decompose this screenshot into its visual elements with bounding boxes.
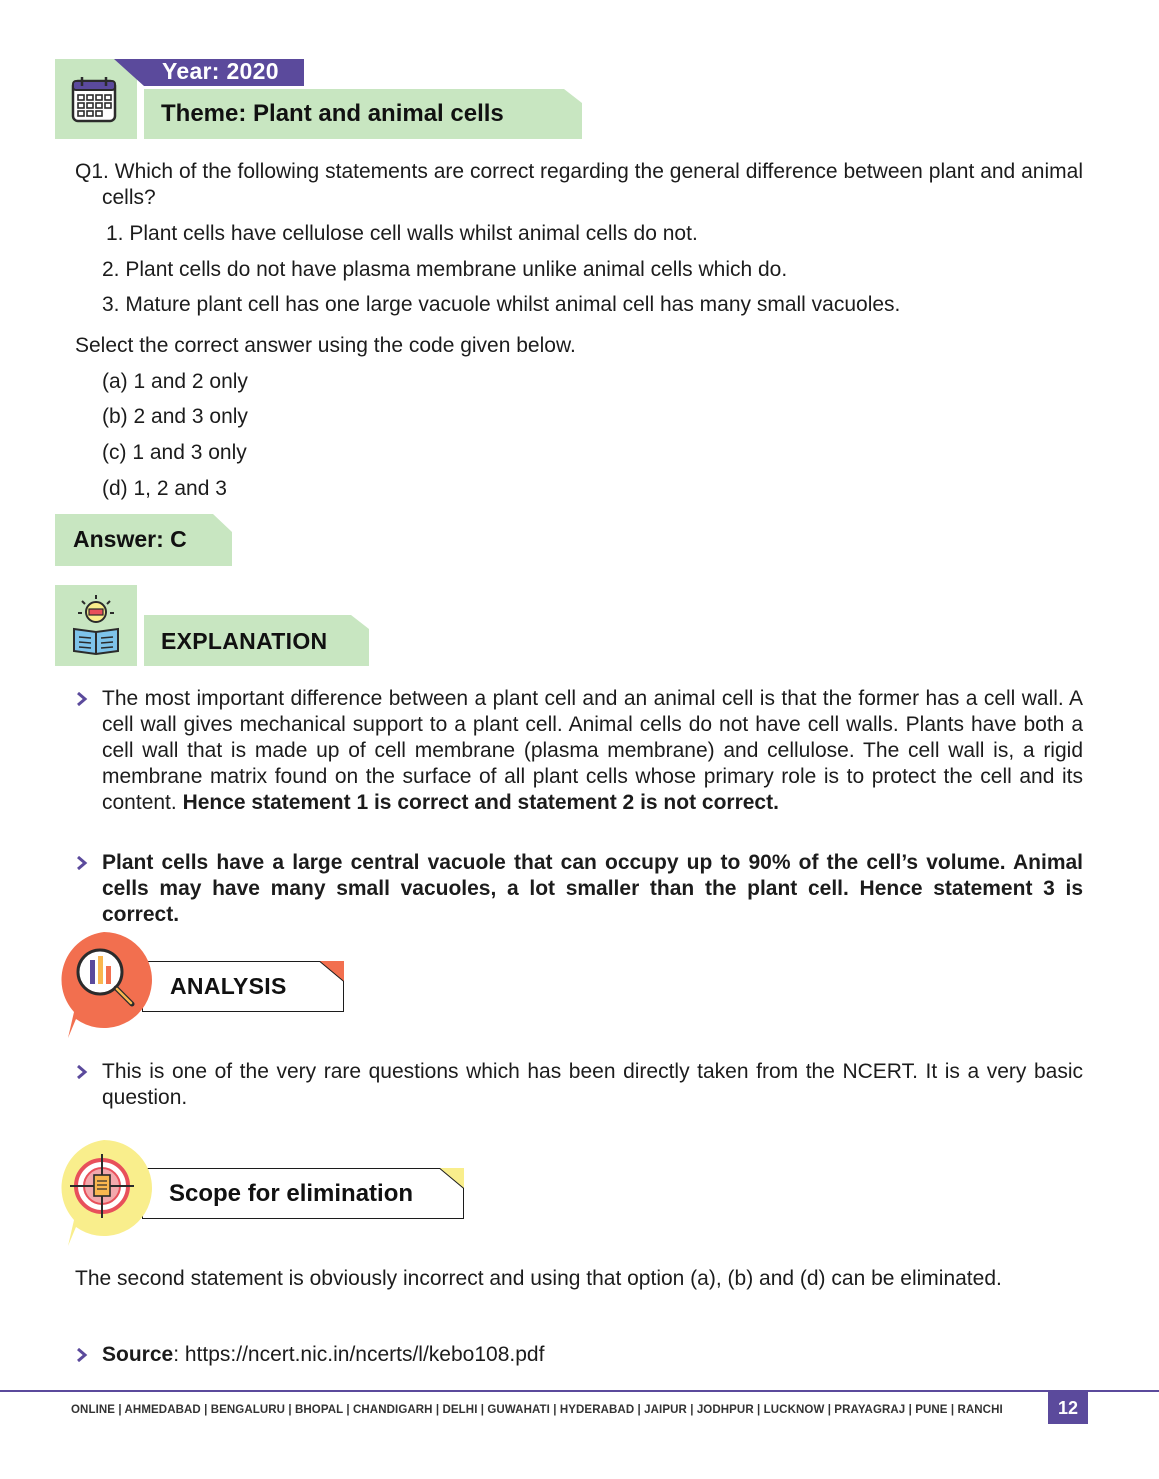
option-b: (b) 2 and 3 only [102,405,248,428]
statement-3: 3. Mature plant cell has one large vacuole whilst animal cell has many small vacuoles. [102,293,901,316]
analysis-chart-magnifier-icon [54,930,154,1040]
explanation-point-1-conclusion: Hence statement 1 is correct and statement 2 is not correct. [182,791,779,814]
target-document-icon [54,1138,154,1248]
statement-2: 2. Plant cells do not have plasma membrane unlike animal cells which do. [102,258,788,281]
elimination-text: The second statement is obviously incorrect and using that option (a), (b) and (d) can be eliminated. [75,1267,1002,1290]
scope-heading: Scope for elimination [169,1180,414,1207]
lightbulb-book-icon [55,585,137,666]
chevron-right-icon [75,692,89,706]
option-a: (a) 1 and 2 only [102,370,248,393]
option-d: (d) 1, 2 and 3 [102,477,227,500]
explanation-point-1-text: The most important difference between a plant cell and an animal cell is that the former has a cell wall. A cell wall gives mechanical support to a plant cell. Animal cells do not have cell walls. Plants have both a cell wall that is made up of cell membrane (plasma membrane) and cellulose. The cell wall is, a rigid membrane matrix found on the surface of all plant cells whose primary role is to protect the cell and its content. [102,687,1083,814]
explanation-icon-box [55,585,137,666]
analysis-point-text: This is one of the very rare questions which has been directly taken from the NCERT. It is a very basic question. [102,1060,1083,1109]
footer-divider [0,1390,1159,1392]
chevron-right-icon [75,1348,89,1362]
page-number: 12 [1048,1392,1088,1424]
instruction-text: Select the correct answer using the code given below. [75,334,576,357]
option-c: (c) 1 and 3 only [102,441,247,464]
answer-label: Answer: C [73,526,187,552]
footer-cities: ONLINE | AHMEDABAD | BENGALURU | BHOPAL | CHANDIGARH | DELHI | GUWAHATI | HYDERABAD | JAIPUR | JODHPUR | LUCKNOW | PRAYAGRAJ | PUNE | RANCHI [71,1404,1003,1416]
source-line [75,1342,1083,1368]
chevron-right-icon [75,856,89,870]
explanation-point-2 [75,850,1083,928]
analysis-heading: ANALYSIS [170,973,287,999]
analysis-point [75,1059,1083,1111]
explanation-point-1 [75,686,1083,816]
statement-1: 1. Plant cells have cellulose cell walls whilst animal cells do not. [106,222,698,245]
theme-title: Theme: Plant and animal cells [161,100,504,127]
explanation-heading: EXPLANATION [161,628,328,654]
year-label: Year: 2020 [162,58,279,84]
source-label: Source [102,1343,174,1366]
explanation-point-2-text: Plant cells have a large central vacuole that can occupy up to 90% of the cell’s volume. Animal cells may have many small vacuoles, a lot smaller than the plant cell. Hence statement 3 is correct. [102,851,1083,926]
chevron-right-icon [75,1065,89,1079]
question-text: Q1. Which of the following statements are correct regarding the general difference between plant and animal cells? [75,160,1083,209]
source-url[interactable]: : https://ncert.nic.in/ncerts/l/kebo108.pdf [173,1343,545,1366]
